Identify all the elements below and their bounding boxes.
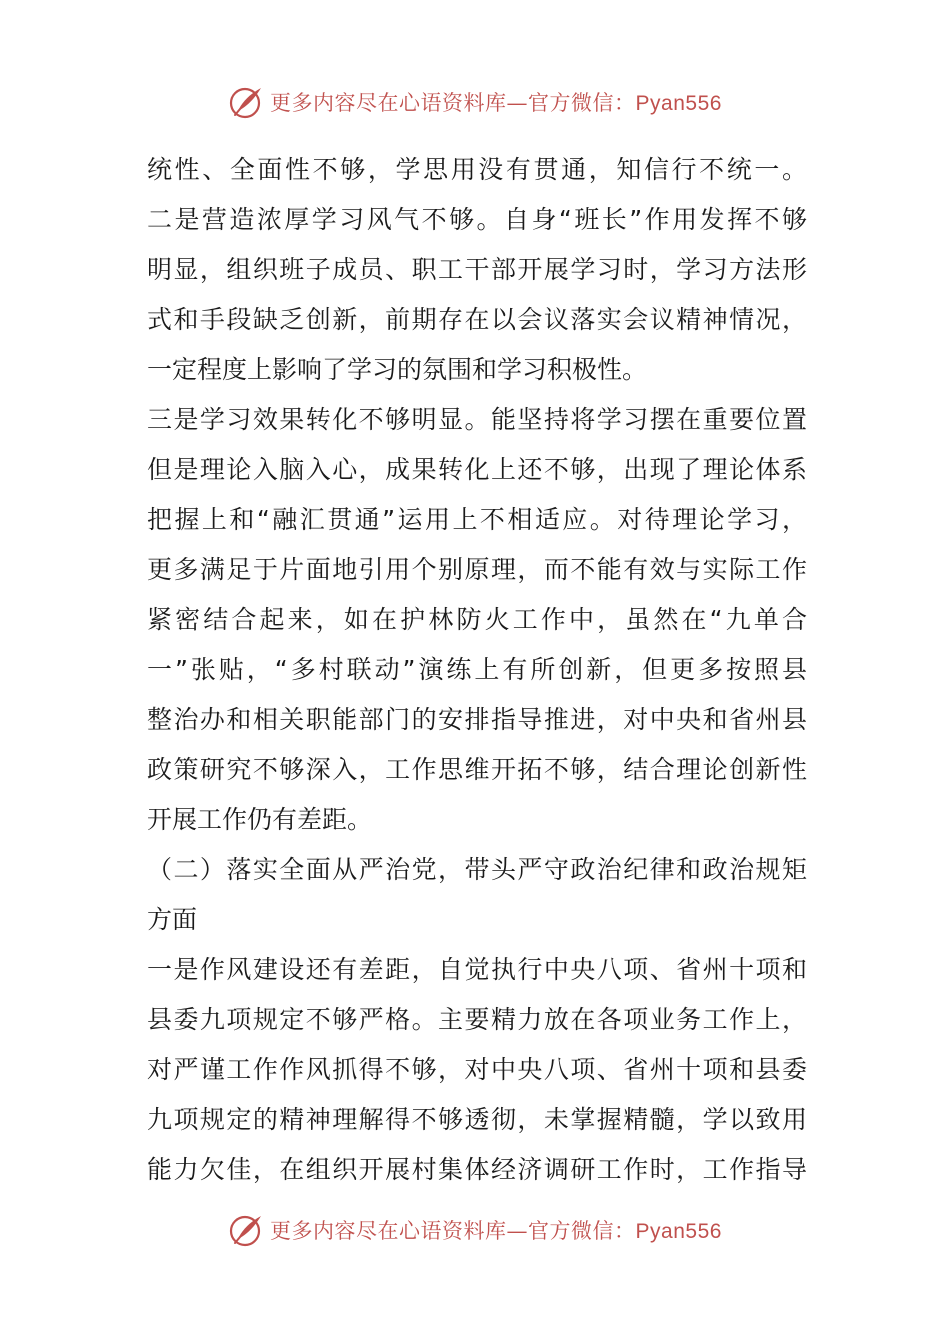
- footer-watermark-text: 更多内容尽在心语资料库—官方微信：Pyan556: [270, 1219, 722, 1243]
- document-body: [147, 145, 807, 1195]
- quill-logo-icon: [228, 84, 264, 120]
- text-line: 统性、全面性不够，学思用没有贯通，知信行不统一。: [147, 155, 807, 184]
- text-line: 更多满足于片面地引用个别原理，而不能有效与实际工作: [147, 555, 807, 584]
- text-line: 能力欠佳，在组织开展村集体经济调研工作时，工作指导: [147, 1155, 807, 1184]
- text-line: 明显，组织班子成员、职工干部开展学习时，学习方法形: [147, 255, 807, 284]
- header-watermark-banner: [0, 80, 950, 124]
- text-line: 九项规定的精神理解得不够透彻，未掌握精髓，学以致用: [147, 1105, 807, 1134]
- text-line: 一”张贴，“多村联动”演练上有所创新，但更多按照县: [147, 655, 807, 684]
- footer-watermark-banner: [0, 1208, 950, 1252]
- text-line: 对严谨工作作风抓得不够，对中央八项、省州十项和县委: [147, 1055, 807, 1084]
- text-line: 一定程度上影响了学习的氛围和学习积极性。: [147, 355, 648, 384]
- section-heading-cont: 方面: [147, 905, 198, 934]
- text-line: 紧密结合起来，如在护林防火工作中，虽然在“九单合: [147, 605, 807, 634]
- text-line: 县委九项规定不够严格。主要精力放在各项业务工作上，: [147, 1005, 807, 1034]
- footer-wechat-id: Pyan556: [635, 1220, 722, 1243]
- text-line: 二是营造浓厚学习风气不够。自身“班长”作用发挥不够: [147, 205, 807, 234]
- section-heading: （二）落实全面从严治党，带头严守政治纪律和政治规矩: [147, 855, 807, 884]
- header-watermark-text: 更多内容尽在心语资料库—官方微信：Pyan556: [270, 91, 722, 115]
- header-wechat-id: Pyan556: [635, 92, 722, 115]
- quill-logo-icon: [228, 1212, 264, 1248]
- text-line: 把握上和“融汇贯通”运用上不相适应。对待理论学习，: [147, 505, 807, 534]
- text-line: 一是作风建设还有差距，自觉执行中央八项、省州十项和: [147, 955, 807, 984]
- text-line: 整治办和相关职能部门的安排指导推进，对中央和省州县: [147, 705, 807, 734]
- text-line: 式和手段缺乏创新，前期存在以会议落实会议精神情况，: [147, 305, 807, 334]
- text-line: 但是理论入脑入心，成果转化上还不够，出现了理论体系: [147, 455, 807, 484]
- text-line: 政策研究不够深入，工作思维开拓不够，结合理论创新性: [147, 755, 807, 784]
- text-line: 开展工作仍有差距。: [147, 805, 373, 834]
- text-line: 三是学习效果转化不够明显。能坚持将学习摆在重要位置: [147, 405, 807, 434]
